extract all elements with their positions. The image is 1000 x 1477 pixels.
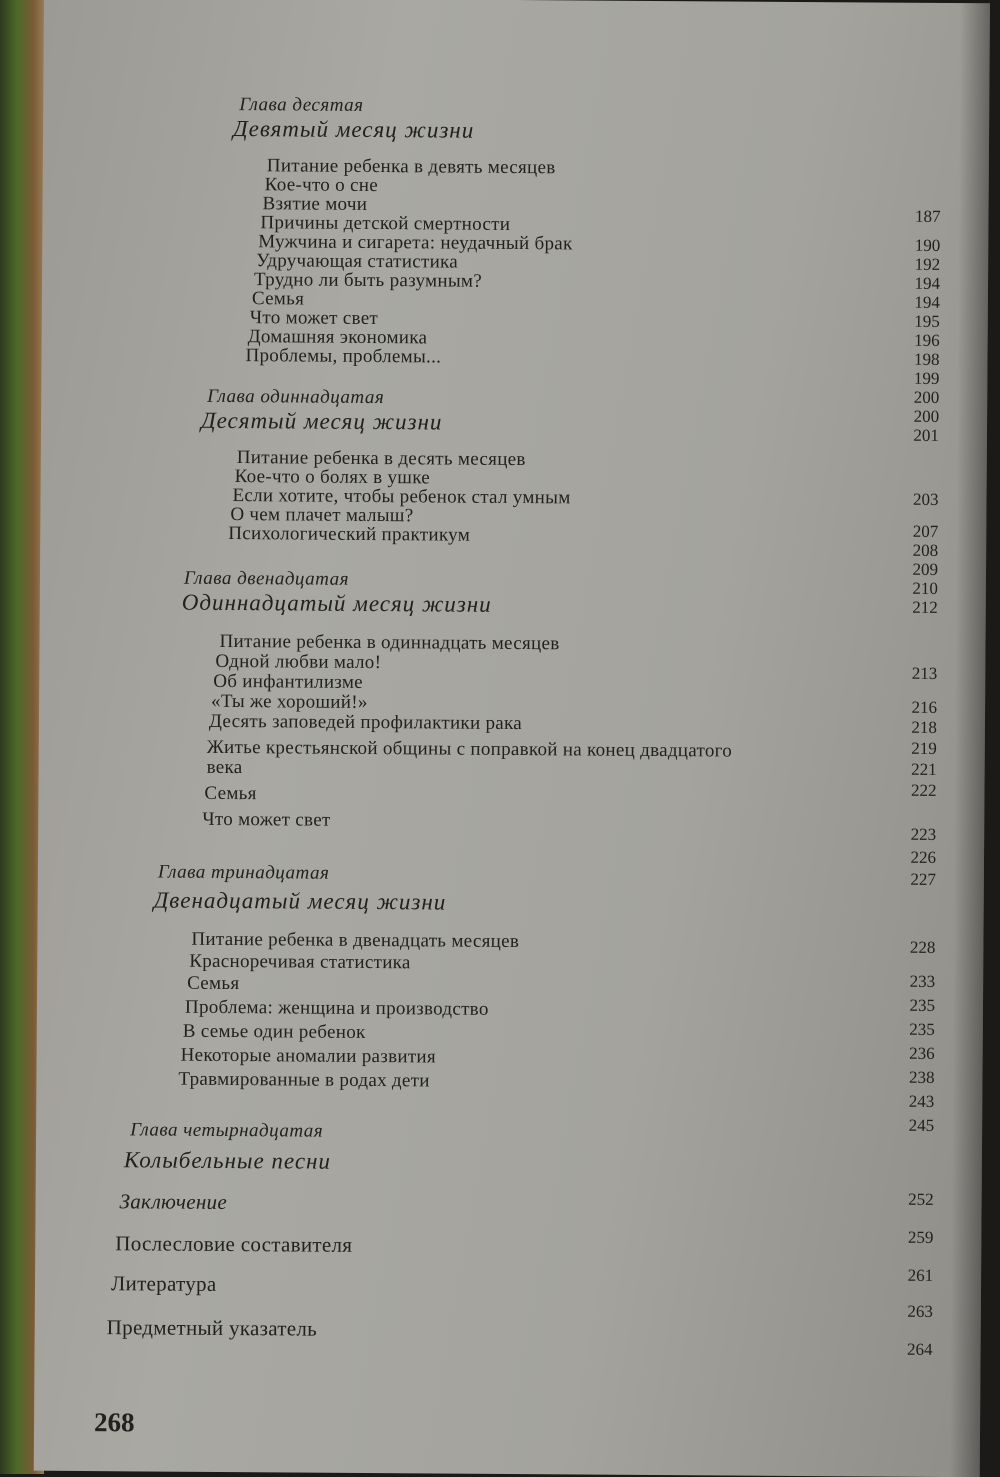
page-ref: 212: [912, 597, 938, 617]
page-number: 268: [93, 1407, 135, 1438]
toc-entry: Трудно ли быть разумным?: [253, 269, 483, 292]
page-ref: 238: [908, 1067, 935, 1087]
toc-entry: Кое-что о болях в ушке: [234, 466, 431, 489]
toc-entry: Семья: [251, 288, 305, 310]
back-matter-conclusion: Заключение: [119, 1189, 228, 1215]
page-ref: 210: [912, 578, 938, 598]
toc-entry: Взятие мочи: [262, 193, 368, 215]
page-ref: 263: [907, 1301, 933, 1321]
toc-entry: Удручающая статистика: [256, 250, 459, 273]
page-ref: 236: [909, 1043, 935, 1063]
table-of-contents: [34, 0, 990, 1477]
page-ref: 192: [914, 254, 941, 274]
toc-entry: Красноречивая статистика: [189, 950, 411, 974]
page-ref: 228: [909, 937, 936, 957]
toc-entry: Что может свет: [249, 307, 379, 330]
toc-entry: Домашняя экономика: [247, 326, 428, 349]
page-ref: 203: [912, 489, 939, 509]
chapter-number: Глава четырнадцатая: [130, 1119, 324, 1142]
toc-entry: Проблема: женщина и производство: [184, 996, 489, 1020]
page-ref: 235: [909, 1019, 935, 1039]
chapter-number: Глава десятая: [239, 94, 364, 116]
toc-entry: Семья: [204, 782, 257, 805]
back-matter-literature: Литература: [110, 1271, 217, 1296]
page-ref: 213: [911, 663, 938, 683]
page-ref: 261: [907, 1265, 934, 1285]
page-ref: 259: [907, 1227, 934, 1247]
page-ref: 207: [912, 521, 939, 541]
page-number-column: [872, 3, 942, 1477]
page-ref: 195: [914, 311, 940, 331]
chapter-title: Одиннадцатый месяц жизни: [181, 589, 492, 617]
back-matter-afterword: Послесловие составителя: [115, 1231, 353, 1257]
page-ref: 219: [911, 738, 937, 758]
toc-entry: Житье крестьянской общины с поправкой на конец двадцатого: [206, 736, 733, 762]
chapter-title: Десятый месяц жизни: [200, 407, 443, 435]
toc-entry: Причины детской смертности: [260, 212, 511, 235]
chapter-title: Колыбельные песни: [123, 1147, 332, 1174]
page-ref: 216: [911, 697, 938, 717]
page-ref: 222: [910, 780, 937, 800]
page-ref: 199: [913, 368, 940, 388]
page-ref: 223: [910, 824, 937, 844]
page-ref: 233: [909, 971, 936, 991]
toc-entry: Если хотите, чтобы ребенок стал умным: [232, 485, 571, 509]
page-ref: 227: [910, 869, 936, 889]
page-ref: 218: [911, 717, 937, 737]
page-ref: 264: [907, 1339, 933, 1359]
book-page: [34, 0, 990, 1477]
toc-entry: Десять заповедей профилактики рака: [208, 710, 523, 735]
page-ref: 198: [913, 349, 940, 369]
toc-entry: Питание ребенка в девять месяцев: [266, 155, 556, 179]
page-ref: 221: [911, 759, 937, 779]
page-ref: 201: [913, 425, 940, 445]
toc-entry: Что может свет: [202, 808, 331, 831]
page-ref: 187: [914, 206, 941, 226]
toc-entry: О чем плачет малыш?: [230, 504, 414, 527]
toc-entry: «Ты же хороший!»: [211, 690, 368, 713]
toc-entry: Кое-что о сне: [264, 174, 379, 197]
toc-entry: Одной любви мало!: [215, 650, 382, 674]
toc-entry: Травмированные в родах дети: [178, 1068, 430, 1092]
page-ref: 208: [912, 540, 939, 560]
chapter-number: Глава тринадцатая: [157, 861, 330, 884]
toc-entry: Питание ребенка в одиннадцать месяцев: [219, 630, 560, 655]
toc-entry: Питание ребенка в десять месяцев: [236, 447, 526, 471]
page-ref: 194: [914, 292, 940, 312]
page-ref: 190: [914, 235, 941, 255]
toc-entry: века: [206, 756, 243, 779]
chapter-title: Двенадцатый месяц жизни: [153, 887, 447, 915]
page-ref: 235: [909, 995, 936, 1015]
chapter-number: Глава двенадцатая: [183, 567, 350, 590]
page-ref: 200: [913, 406, 940, 426]
page-ref: 252: [908, 1189, 934, 1209]
toc-entry: Некоторые аномалии развития: [180, 1044, 437, 1068]
page-ref: 209: [912, 559, 939, 579]
page-ref: 226: [910, 847, 937, 867]
chapter-number: Глава одиннадцатая: [207, 385, 385, 409]
toc-entry: Семья: [187, 972, 240, 995]
toc-entry: Мужчина и сигарета: неудачный брак: [258, 231, 573, 255]
back-matter-index: Предметный указатель: [106, 1315, 318, 1341]
page-ref: 196: [914, 330, 940, 350]
toc-entry: В семье один ребенок: [182, 1020, 366, 1043]
page-ref: 245: [908, 1115, 935, 1135]
toc-entry: Питание ребенка в двенадцать месяцев: [191, 928, 520, 953]
page-ref: 200: [913, 387, 940, 407]
page-ref: 194: [914, 273, 941, 293]
chapter-title: Девятый месяц жизни: [233, 116, 475, 143]
toc-entry: Психологический практикум: [228, 522, 471, 546]
page-ref: 243: [908, 1091, 935, 1111]
toc-entry: Проблемы, проблемы...: [245, 345, 442, 368]
toc-entry: Об инфантилизме: [213, 670, 364, 693]
